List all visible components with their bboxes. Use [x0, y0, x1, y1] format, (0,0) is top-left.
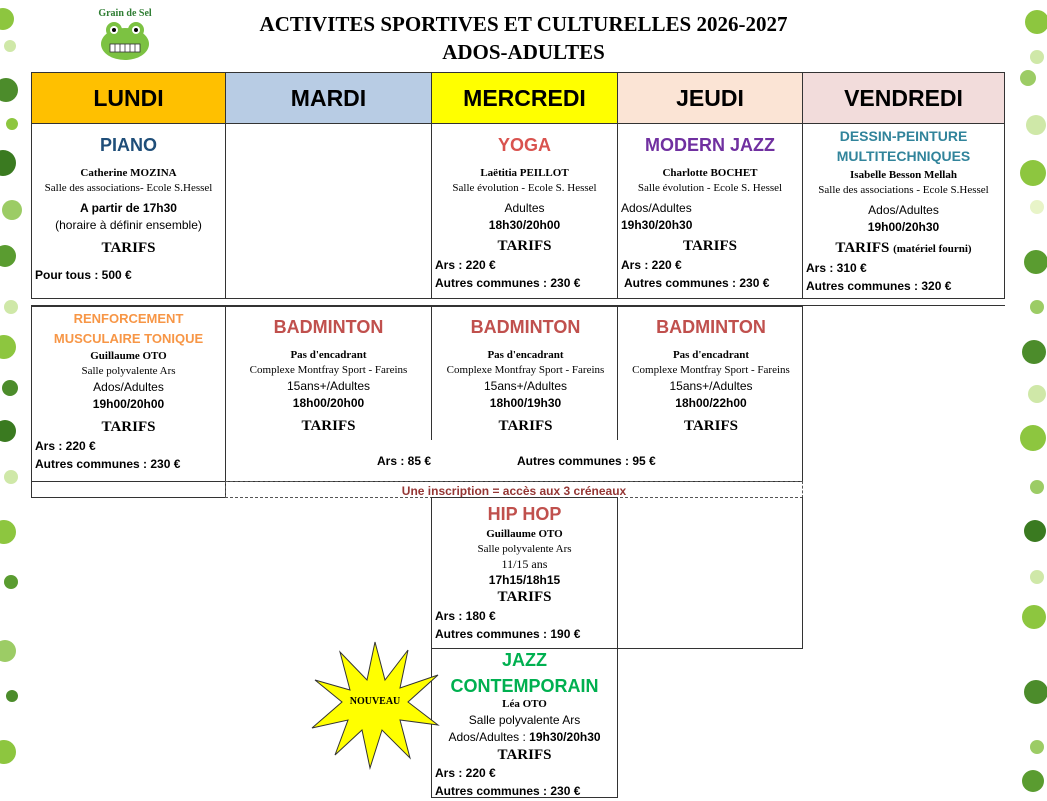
day-header-mardi: MARDI — [225, 72, 432, 124]
note-row-lundi — [31, 481, 226, 498]
contemporain-price-autres: Autres communes : 230 € — [435, 784, 581, 798]
yoga-time: 18h30/20h00 — [488, 218, 561, 232]
badminton-mercredi-place: Complexe Montfray Sport - Fareins — [446, 364, 605, 376]
renfo-teacher: Guillaume OTO — [90, 350, 167, 362]
hiphop-title: HIP HOP — [487, 504, 562, 524]
day-header-jeudi: JEUDI — [617, 72, 803, 124]
dessin-price-ars: Ars : 310 € — [806, 261, 867, 275]
piano-note: (horaire à définir ensemble) — [55, 218, 202, 232]
hiphop-cell — [431, 497, 618, 649]
piano-title: PIANO — [99, 135, 157, 155]
yoga-tarifs: TARIFS — [497, 238, 552, 254]
dessin-cell — [802, 123, 1005, 299]
page-title: ACTIVITES SPORTIVES ET CULTURELLES 2026-2027 — [259, 12, 788, 36]
badminton-jeudi — [617, 306, 804, 440]
jazz-public: Ados/Adultes — [621, 201, 692, 215]
page-subtitle: ADOS-ADULTES — [442, 40, 605, 64]
renfo-place: Salle polyvalente Ars — [81, 365, 176, 377]
yoga-title: YOGA — [497, 135, 551, 155]
contemporain-public-line — [432, 729, 617, 746]
renfo-title-1: RENFORCEMENT — [73, 311, 184, 326]
contemporain-price-ars: Ars : 220 € — [435, 766, 496, 780]
dessin-title-1: DESSIN-PEINTURE — [839, 128, 968, 144]
contemporain-public: Ados/Adultes : — [448, 730, 530, 744]
badminton-mercredi-tarifs: TARIFS — [498, 418, 553, 434]
dessin-teacher: Isabelle Besson Mellah — [850, 169, 957, 181]
jeudi-row3-empty — [617, 497, 803, 649]
dessin-price-autres: Autres communes : 320 € — [806, 279, 952, 293]
hiphop-public: 11/15 ans — [501, 557, 548, 571]
badminton-mardi-time: 18h00/20h00 — [292, 396, 365, 410]
dessin-public: Ados/Adultes — [868, 203, 939, 217]
yoga-place: Salle évolution - Ecole S. Hessel — [452, 182, 597, 194]
jazz-price-ars: Ars : 220 € — [621, 258, 682, 272]
badminton-jeudi-title: BADMINTON — [656, 317, 766, 337]
hiphop-teacher: Guillaume OTO — [486, 528, 563, 540]
jazz-title: MODERN JAZZ — [645, 135, 775, 155]
renfo-cell — [31, 306, 226, 482]
badminton-jeudi-teacher: Pas d'encadrant — [672, 349, 750, 361]
dessin-tarifs-note: (matériel fourni) — [893, 243, 972, 255]
badminton-mardi-public: 15ans+/Adultes — [286, 379, 371, 393]
badminton-mercredi — [431, 306, 619, 440]
badminton-jeudi-time: 18h00/22h00 — [675, 396, 747, 410]
badminton-mardi-title: BADMINTON — [273, 317, 384, 337]
jazz-price-autres: Autres communes : 230 € — [624, 276, 770, 290]
badminton-mardi-tarifs: TARIFS — [301, 418, 356, 434]
hiphop-price-ars: Ars : 180 € — [435, 609, 496, 623]
yoga-price-autres: Autres communes : 230 € — [435, 276, 581, 290]
contemporain-cell — [431, 648, 618, 798]
dessin-tarifs-label: TARIFS — [835, 240, 890, 256]
renfo-title-2: MUSCULAIRE TONIQUE — [53, 331, 204, 346]
renfo-tarifs: TARIFS — [101, 419, 156, 435]
hiphop-time: 17h15/18h15 — [488, 573, 561, 587]
badminton-note-text: Une inscription = accès aux 3 créneaux — [401, 484, 627, 498]
day-header-lundi: LUNDI — [31, 72, 226, 124]
hiphop-price-autres: Autres communes : 190 € — [435, 627, 581, 641]
badminton-mercredi-title: BADMINTON — [470, 317, 581, 337]
contemporain-tarifs: TARIFS — [497, 747, 552, 763]
renfo-price-ars: Ars : 220 € — [35, 439, 96, 453]
piano-tarifs: TARIFS — [101, 240, 156, 256]
badminton-jeudi-place: Complexe Montfray Sport - Fareins — [632, 364, 790, 376]
yoga-teacher: Laëtitia PEILLOT — [480, 167, 569, 179]
nouveau-badge — [310, 640, 440, 770]
yoga-public: Adultes — [504, 201, 545, 215]
dessin-title-2: MULTITECHNIQUES — [836, 148, 971, 164]
piano-place: Salle des associations- Ecole S.Hessel — [44, 182, 213, 194]
badminton-price-ars: Ars : 85 € — [377, 454, 432, 468]
row-gap — [31, 298, 1005, 306]
renfo-time: 19h00/20h00 — [92, 397, 165, 411]
hiphop-place: Salle polyvalente Ars — [477, 543, 572, 555]
badminton-mardi-place: Complexe Montfray Sport - Fareins — [249, 364, 408, 376]
badminton-jeudi-public: 15ans+/Adultes — [669, 379, 753, 393]
renfo-public: Ados/Adultes — [93, 380, 164, 394]
nouveau-text: NOUVEAU — [349, 696, 401, 707]
dessin-time: 19h00/20h30 — [867, 220, 940, 234]
hiphop-tarifs: TARIFS — [497, 589, 552, 605]
badminton-mercredi-public: 15ans+/Adultes — [483, 379, 568, 393]
badminton-mardi-teacher: Pas d'encadrant — [290, 349, 367, 361]
piano-cell — [31, 123, 226, 299]
jazz-cell — [617, 123, 803, 299]
jazz-place: Salle évolution - Ecole S. Hessel — [637, 182, 783, 194]
jazz-teacher: Charlotte BOCHET — [662, 167, 758, 179]
logo-text: Grain de Sel — [98, 8, 152, 19]
badminton-jeudi-tarifs: TARIFS — [684, 418, 738, 434]
yoga-price-ars: Ars : 220 € — [435, 258, 496, 272]
badminton-note — [225, 481, 803, 498]
dessin-tarifs — [803, 238, 1004, 259]
contemporain-time: 19h30/20h30 — [529, 730, 601, 744]
badminton-mercredi-time: 18h00/19h30 — [489, 396, 562, 410]
piano-time: A partir de 17h30 — [80, 201, 177, 215]
jazz-tarifs: TARIFS — [683, 238, 737, 254]
day-header-mercredi: MERCREDI — [431, 72, 618, 124]
contemporain-title-2: CONTEMPORAIN — [450, 676, 599, 696]
mardi-empty-cell — [225, 123, 432, 299]
renfo-price-autres: Autres communes : 230 € — [35, 457, 181, 471]
badminton-price-autres: Autres communes : 95 € — [517, 454, 656, 468]
contemporain-teacher: Léa OTO — [502, 698, 547, 710]
day-header-vendredi: VENDREDI — [802, 72, 1005, 124]
badminton-mardi — [225, 306, 432, 436]
badminton-mercredi-teacher: Pas d'encadrant — [487, 349, 564, 361]
yoga-cell — [431, 123, 618, 299]
contemporain-place: Salle polyvalente Ars — [468, 713, 581, 727]
piano-price: Pour tous : 500 € — [35, 268, 132, 282]
piano-teacher: Catherine MOZINA — [80, 167, 177, 179]
dessin-place: Salle des associations - Ecole S.Hessel — [818, 184, 989, 196]
jazz-time: 19h30/20h30 — [621, 218, 693, 232]
contemporain-title-1: JAZZ — [502, 650, 547, 670]
